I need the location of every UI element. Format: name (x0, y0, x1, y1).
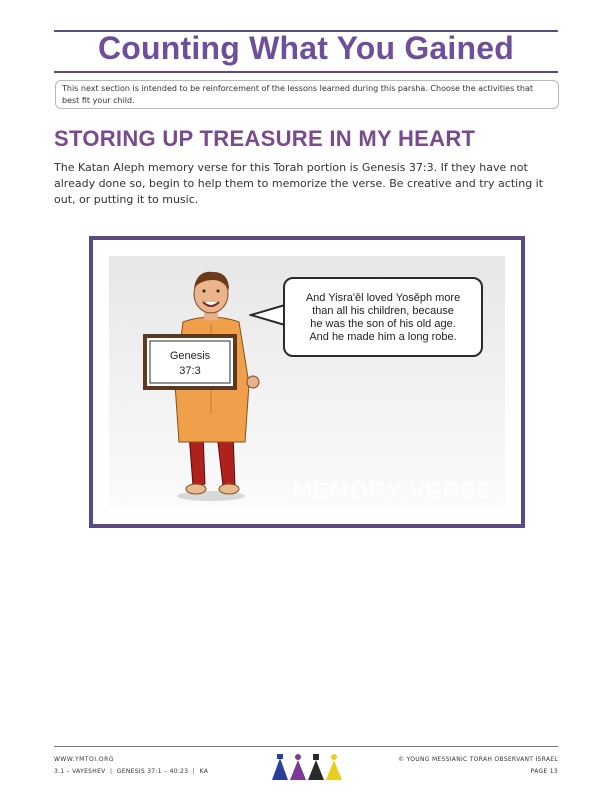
speech-bubble (283, 277, 483, 357)
footer-rule (54, 746, 558, 747)
bubble-line-3: he was the son of his old age. (310, 318, 456, 330)
boy-holding-sign-illustration (141, 264, 281, 504)
bubble-line-4: And he made him a long robe. (309, 331, 457, 343)
title-underline (54, 71, 558, 73)
page-title: Counting What You Gained (97, 30, 515, 66)
sign-line-2: 37:3 (179, 365, 201, 377)
footer-website[interactable]: WWW.YMTOI.ORG (54, 756, 114, 763)
section-heading: STORING UP TREASURE IN MY HEART (54, 126, 476, 151)
bubble-line-2: than all his children, because (312, 305, 454, 317)
memory-verse-caption: MEMORY VERSE (292, 478, 493, 505)
footer-copyright: © YOUNG MESSIANIC TORAH OBSERVANT ISRAEL (398, 756, 558, 763)
footer-portion: 3.1 – VAYESHEV (54, 768, 106, 775)
footer-scripture: GENESIS 37:1 – 40:23 (116, 768, 189, 775)
intro-box (55, 80, 559, 109)
memory-verse-illustration (109, 256, 505, 508)
intro-text: This next section is intended to be reinforcement of the lessons learned during this parsha. Choose the activities that best fit your child. (62, 84, 534, 105)
footer-portion-info (54, 768, 208, 775)
ymtoi-logo-icon (268, 752, 348, 782)
section-body: The Katan Aleph memory verse for this Torah portion is Genesis 37:3. If they have not already done so, begin to help them to memorize the verse. Be creative and try acting it out, or putting it to music. (54, 161, 544, 206)
sign-line-1: Genesis (169, 350, 211, 362)
footer-separator: | (107, 768, 115, 775)
footer-page-number: PAGE 13 (530, 768, 558, 775)
bubble-line-1: And Yisra'ěl loved Yosěph more (305, 292, 461, 304)
footer-separator: | (190, 768, 198, 775)
footer-level: KA (199, 768, 209, 775)
memory-verse-frame (89, 236, 525, 528)
